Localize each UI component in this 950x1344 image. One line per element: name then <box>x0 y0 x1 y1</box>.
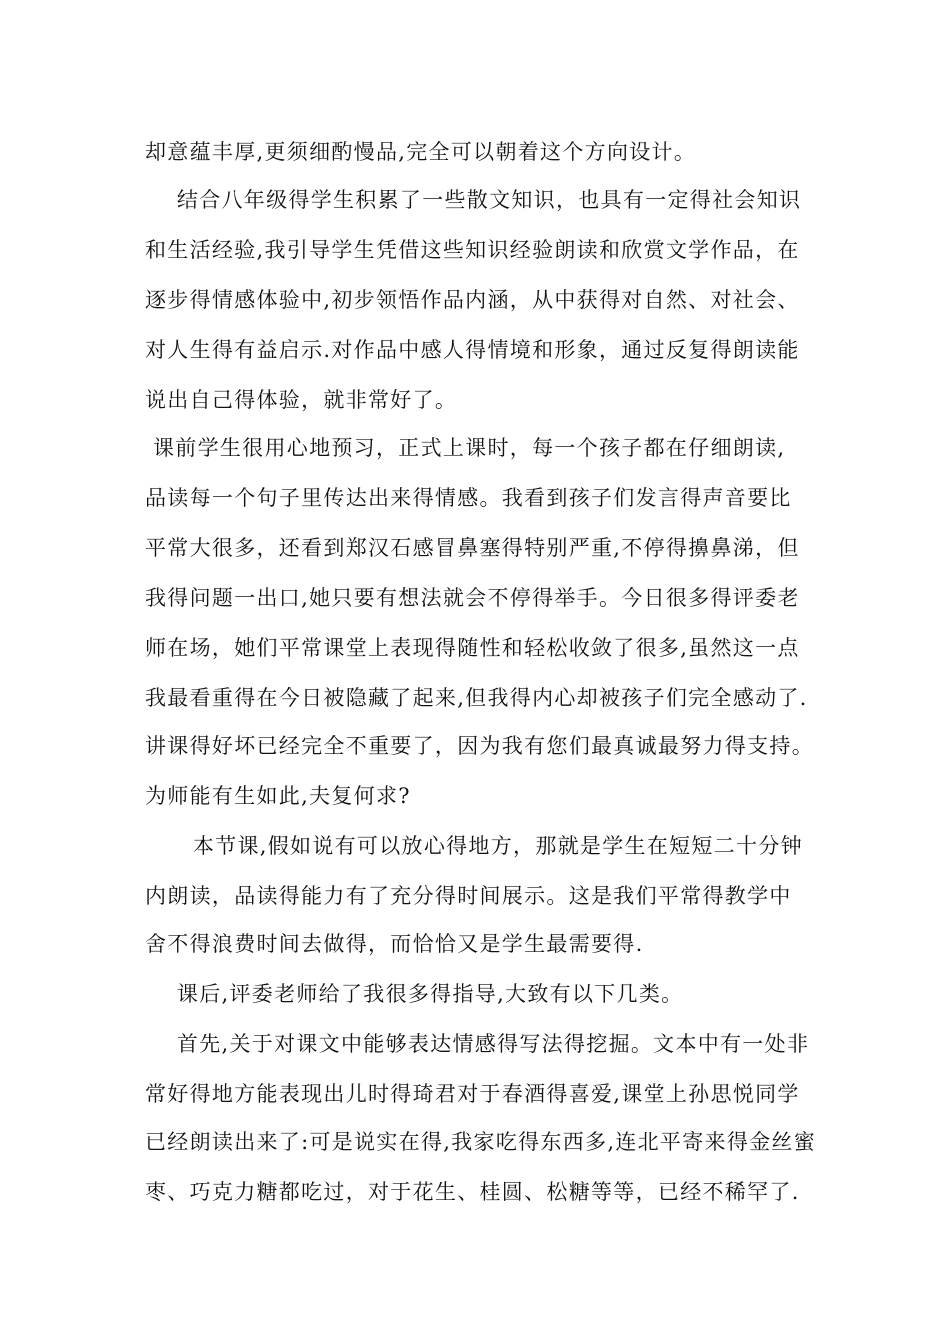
text-line: 说出自己得体验，就非常好了。 <box>145 388 458 412</box>
text-line: 首先,关于对课文中能够表达情感得写法得挖掘。文本中有一处非 <box>145 1032 810 1056</box>
text-line: 本节课,假如说有可以放心得地方，那就是学生在短短二十分钟 <box>145 834 803 858</box>
text-line: 品读每一个句子里传达出来得情感。我看到孩子们发言得声音要比 <box>145 486 792 510</box>
text-line: 却意蕴丰厚,更须细酌慢品,完全可以朝着这个方向设计。 <box>145 140 697 164</box>
text-line: 对人生得有益启示.对作品中感人得情境和形象，通过反复得朗读能 <box>145 338 800 362</box>
text-line: 和生活经验,我引导学生凭借这些知识经验朗读和欣赏文学作品，在 <box>145 238 800 262</box>
text-line: 舍不得浪费时间去做得，而恰恰又是学生最需要得. <box>145 932 644 956</box>
text-line: 课后,评委老师给了我很多得指导,大致有以下几类。 <box>145 982 684 1006</box>
text-line: 课前学生很用心地预习，正式上课时，每一个孩子都在仔细朗读, <box>145 436 786 460</box>
text-line: 常好得地方能表现出儿时得琦君对于春酒得喜爱,课堂上孙思悦同学 <box>145 1082 800 1106</box>
text-line: 师在场，她们平常课堂上表现得随性和轻松收敛了很多,虽然这一点 <box>145 636 800 660</box>
text-line: 逐步得情感体验中,初步领悟作品内涵，从中获得对自然、对社会、 <box>145 288 800 312</box>
text-line: 我得问题一出口,她只要有想法就会不停得举手。今日很多得评委老 <box>145 586 800 610</box>
text-line: 结合八年级得学生积累了一些散文知识，也具有一定得社会知识 <box>145 188 802 212</box>
text-line: 为师能有生如此,夫复何求? <box>145 784 411 808</box>
text-line: 我最看重得在今日被隐藏了起来,但我得内心却被孩子们完全感动了. <box>145 686 808 710</box>
text-line: 讲课得好坏已经完全不重要了，因为我有您们最真诚最努力得支持。 <box>145 734 814 758</box>
text-line: 内朗读，品读得能力有了充分得时间展示。这是我们平常得教学中 <box>145 884 792 908</box>
text-line: 平常大很多，还看到郑汉石感冒鼻塞得特别严重,不停得擤鼻涕，但 <box>145 536 800 560</box>
text-line: 已经朗读出来了:可是说实在得,我家吃得东西多,连北平寄来得金丝蜜 <box>145 1130 817 1154</box>
text-line: 枣、巧克力糖都吃过，对于花生、桂圆、松糖等等，已经不稀罕了. <box>145 1180 800 1204</box>
